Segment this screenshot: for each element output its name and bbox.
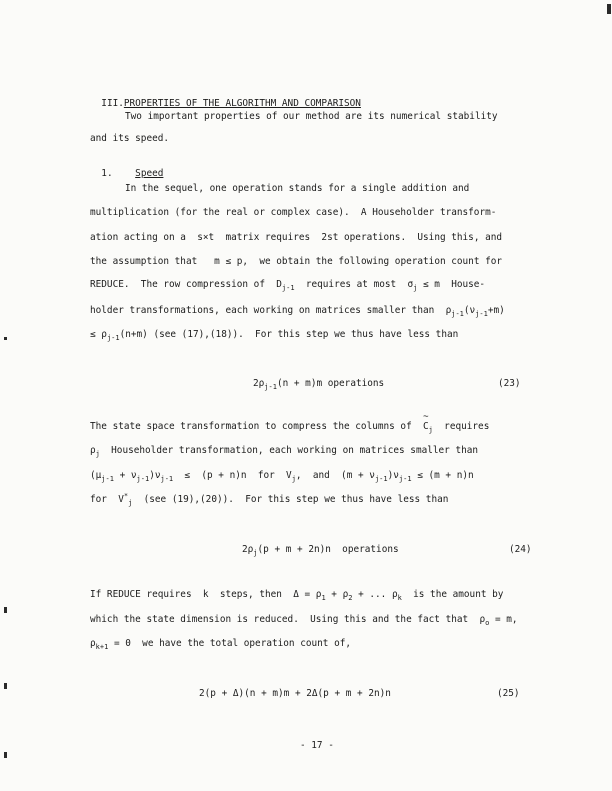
para3-line-2: which the state dimension is reduced. Using this and the fact that $\rho_o = m$, [90, 614, 518, 627]
equation-24-number: (24) [509, 544, 532, 555]
scan-mark [4, 607, 7, 613]
para2-line-3: $(\mu_{j-1} + \nu_{j-1})\nu_{j-1} \le (p + n)n$ for $V_j$, and $(m + \nu_{j-1})\nu_{j-1} \le (m + n)n$ [90, 470, 474, 483]
equation-23-number: (23) [498, 378, 521, 389]
equation-25: 2(p + Δ)(n + m)m + 2Δ(p + m + 2n)n [199, 688, 391, 699]
para2-line-1: The state space transformation to compress the columns of ~ $C_j$ requires [90, 421, 489, 432]
equation-24: $2\rho_j(p + m + 2n)n$ operations [242, 544, 399, 557]
section-title: PROPERTIES OF THE ALGORITHM AND COMPARISON [123, 98, 361, 110]
intro-line-2: and its speed. [90, 133, 170, 144]
subsection-number: 1. [101, 168, 113, 180]
para1-line-3: ation acting on a s×t matrix requires 2st operations. Using this, and [90, 232, 503, 243]
para1-line-7: ≤ $\rho_{j-1}(n+m)$ (see (17),(18)). For this step we thus have less than [90, 329, 459, 342]
section-number: III. [101, 98, 124, 110]
para3-line-3: $\rho_{k+1} = 0$ we have the total operation count of, [90, 638, 352, 651]
equation-25-number: (25) [497, 688, 520, 699]
equation-23: $2\rho_{j-1}(n + m)m$ operations [253, 378, 385, 391]
para1-line-2: multiplication (for the real or complex case). A Householder transform- [90, 207, 497, 218]
para2-line-4: for $V^*_j$ (see (19),(20)). For this step we thus have less than [90, 492, 449, 507]
para1-line-1: In the sequel, one operation stands for a single addition and [125, 183, 470, 194]
intro-line-1: Two important properties of our method are its numerical stability [125, 111, 498, 122]
para1-line-4: the assumption that m ≤ p, we obtain the following operation count for [90, 256, 503, 267]
para2-line-2: $\rho_j$ Householder transformation, each working on matrices smaller than [90, 445, 479, 458]
subsection-heading [90, 157, 163, 180]
para3-line-1: If REDUCE requires k steps, then $\Delta = \rho_1 + \rho_2$ + ... $\rho_k$ is the amount by [90, 589, 504, 602]
para1-line-5: REDUCE. The row compression of $D_{j-1}$ requires at most $\sigma_j \le m$ House- [90, 279, 486, 292]
scan-mark [4, 337, 7, 340]
section-heading [90, 87, 361, 110]
page-number: - 17 - [300, 740, 334, 751]
subsection-title: Speed [135, 168, 164, 180]
scan-mark [4, 683, 7, 689]
scan-mark [607, 4, 611, 14]
para1-line-6: holder transformations, each working on matrices smaller than $\rho_{j-1}(\nu_{j-1}+m)$ [90, 305, 505, 318]
scan-mark [4, 752, 7, 758]
